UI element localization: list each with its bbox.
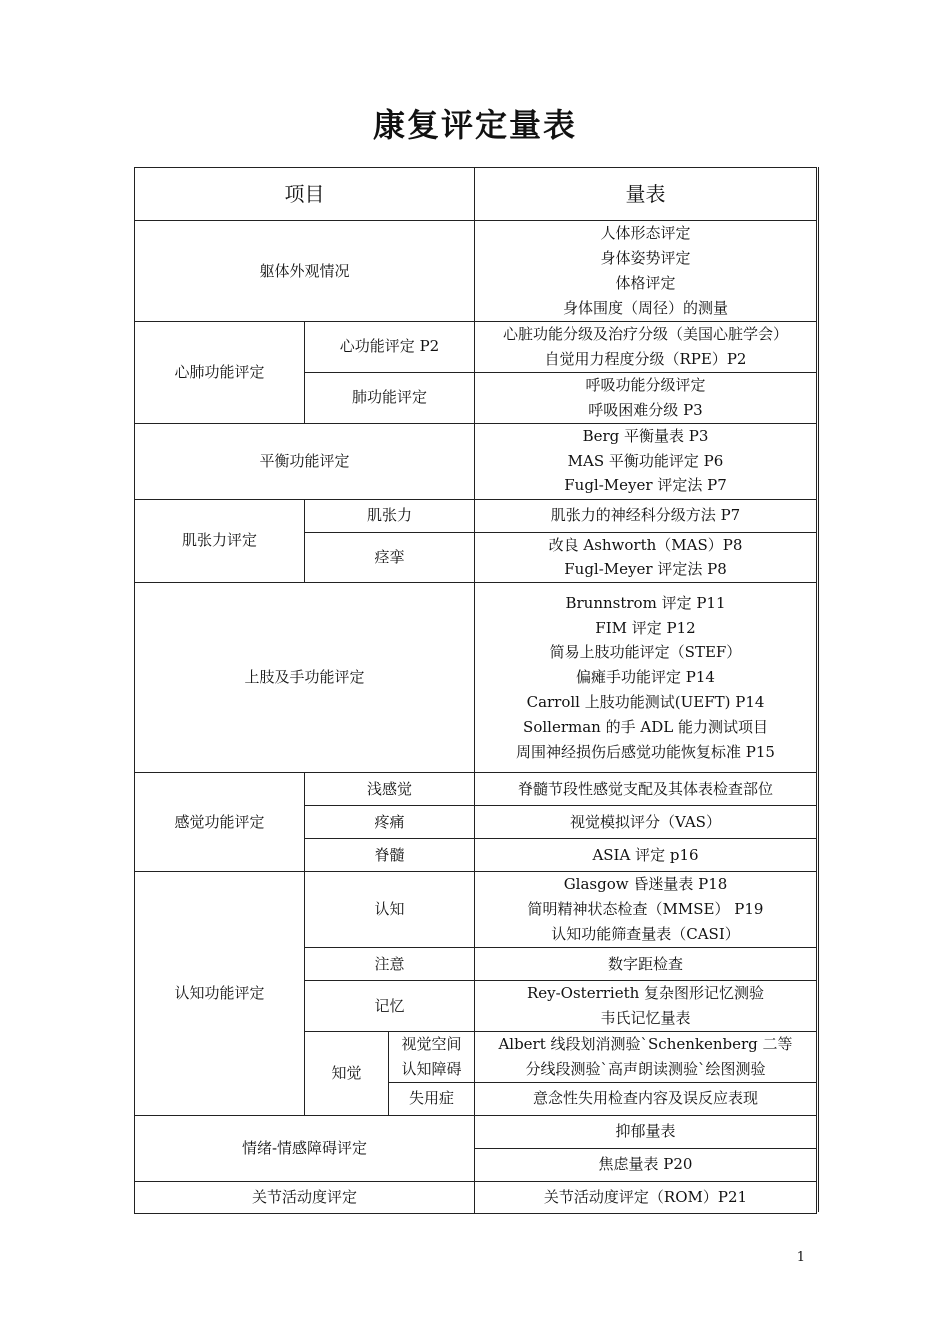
- sub-label: 注意: [305, 948, 475, 981]
- scale-cell: [475, 981, 817, 1032]
- scale-cell: [475, 1032, 817, 1083]
- scale-cell: [475, 1181, 817, 1213]
- row-label: 心肺功能评定: [135, 322, 305, 424]
- sub-label: 肺功能评定: [305, 372, 475, 423]
- page-title: 康复评定量表: [372, 106, 577, 144]
- scale-item: 呼吸功能分级评定: [585, 375, 706, 394]
- sub-sub-label: 失用症: [389, 1082, 475, 1115]
- table-row: [135, 583, 817, 773]
- scale-cell: [475, 872, 817, 948]
- scale-item: 认知功能筛查量表（CASI）: [551, 925, 740, 944]
- scale-item: 身体围度（周径）的测量: [562, 298, 728, 317]
- scale-cell: [475, 499, 817, 532]
- sub-sub-label-line: 视觉空间: [401, 1035, 462, 1054]
- scale-item: Sollerman 的手 ADL 能力测试项目: [523, 717, 768, 736]
- sub-label: 心功能评定 P2: [305, 322, 475, 373]
- sub-label: 脊髓: [305, 839, 475, 872]
- table-row: [135, 1181, 817, 1213]
- sub-label: 记忆: [305, 981, 475, 1032]
- scale-item: 抑郁量表: [615, 1122, 676, 1141]
- scale-cell: [475, 372, 817, 423]
- row-label: 上肢及手功能评定: [135, 583, 475, 773]
- sub-label: 浅感觉: [305, 773, 475, 806]
- table-row: [135, 322, 817, 373]
- row-label: 情绪-情感障碍评定: [135, 1115, 475, 1181]
- header-scale: 量表: [475, 168, 817, 221]
- scale-item: Fugl-Meyer 评定法 P7: [564, 476, 727, 495]
- table-header-row: [135, 168, 817, 221]
- scale-item: Glasgow 昏迷量表 P18: [563, 875, 728, 894]
- scale-item: 简明精神状态检查（MMSE） P19: [527, 900, 764, 919]
- sub-label: 知觉: [305, 1032, 389, 1116]
- scale-cell: [475, 532, 817, 583]
- scale-item: 分线段测验`高声朗读测验`绘图测验: [525, 1059, 766, 1078]
- table-row: [135, 499, 817, 532]
- scale-cell: [475, 773, 817, 806]
- table-row: [135, 423, 817, 499]
- scale-item: 简易上肢功能评定（STEF）: [549, 643, 742, 662]
- scale-cell: [475, 948, 817, 981]
- scale-item: 身体姿势评定: [600, 249, 691, 268]
- sub-label: 疼痛: [305, 806, 475, 839]
- row-label: 认知功能评定: [135, 872, 305, 1116]
- scale-item: 心脏功能分级及治疗分级（美国心脏学会）: [502, 325, 788, 343]
- scale-cell: [475, 806, 817, 839]
- scale-item: Berg 平衡量表 P3: [582, 426, 709, 445]
- scale-item: Carroll 上肢功能测试(UEFT) P14: [526, 693, 765, 712]
- header-item: 项目: [135, 168, 475, 221]
- scale-item: 呼吸困难分级 P3: [588, 400, 703, 419]
- scale-item: 改良 Ashworth（MAS）P8: [548, 535, 743, 554]
- scale-item: 视觉模拟评分（VAS）: [570, 812, 721, 831]
- scale-cell: [475, 583, 817, 773]
- scale-item: 肌张力的神经科分级方法 P7: [550, 506, 741, 525]
- scale-item: 焦虑量表 P20: [598, 1155, 693, 1174]
- table-row: [135, 1115, 817, 1148]
- scale-item: ASIA 评定 p16: [592, 845, 699, 864]
- table-right-edge-line: [818, 167, 819, 1212]
- row-label: 平衡功能评定: [135, 423, 475, 499]
- scale-item: 周围神经损伤后感觉功能恢复标准 P15: [516, 742, 775, 761]
- scale-item: Fugl-Meyer 评定法 P8: [564, 560, 727, 579]
- scale-cell: [475, 322, 817, 373]
- scale-cell: [475, 423, 817, 499]
- scale-item: 偏瘫手功能评定 P14: [576, 668, 715, 687]
- table-row: [135, 221, 817, 322]
- sub-label: 痉挛: [305, 532, 475, 583]
- sub-label: 认知: [305, 872, 475, 948]
- scale-item: 数字距检查: [607, 954, 683, 973]
- sub-sub-label-line: 认知障碍: [401, 1059, 462, 1078]
- scale-cell: [475, 1082, 817, 1115]
- sub-sub-label: [389, 1032, 475, 1083]
- scale-cell: [475, 1115, 817, 1148]
- scale-item: 体格评定: [615, 274, 676, 292]
- scale-item: Rey-Osterrieth 复杂图形记忆测验: [526, 984, 765, 1003]
- sub-label: 肌张力: [305, 499, 475, 532]
- scale-item: 自觉用力程度分级（RPE）P2: [544, 349, 747, 368]
- row-label: 感觉功能评定: [135, 773, 305, 872]
- page-number: 1: [796, 1250, 805, 1265]
- row-label: 躯体外观情况: [135, 221, 475, 322]
- scale-cell: [475, 221, 817, 322]
- scale-item: MAS 平衡功能评定 P6: [567, 451, 724, 470]
- scale-cell: [475, 1148, 817, 1181]
- scale-item: FIM 评定 P12: [595, 618, 696, 637]
- scale-item: 脊髓节段性感觉支配及其体表检查部位: [517, 779, 773, 798]
- table-row: [135, 773, 817, 806]
- scale-item: 关节活动度评定（ROM）P21: [543, 1187, 748, 1206]
- scale-item: Brunnstrom 评定 P11: [565, 593, 726, 612]
- scale-item: 人体形态评定: [600, 224, 691, 243]
- row-label: 肌张力评定: [135, 499, 305, 583]
- scale-item: Albert 线段划消测验`Schenkenberg 二等: [498, 1035, 793, 1054]
- row-label: 关节活动度评定: [135, 1181, 475, 1213]
- scale-item: 韦氏记忆量表: [600, 1009, 691, 1028]
- assessment-scale-table: [134, 167, 817, 1214]
- scale-item: 意念性失用检查内容及误反应表现: [532, 1089, 758, 1108]
- scale-cell: [475, 839, 817, 872]
- table-row: [135, 872, 817, 948]
